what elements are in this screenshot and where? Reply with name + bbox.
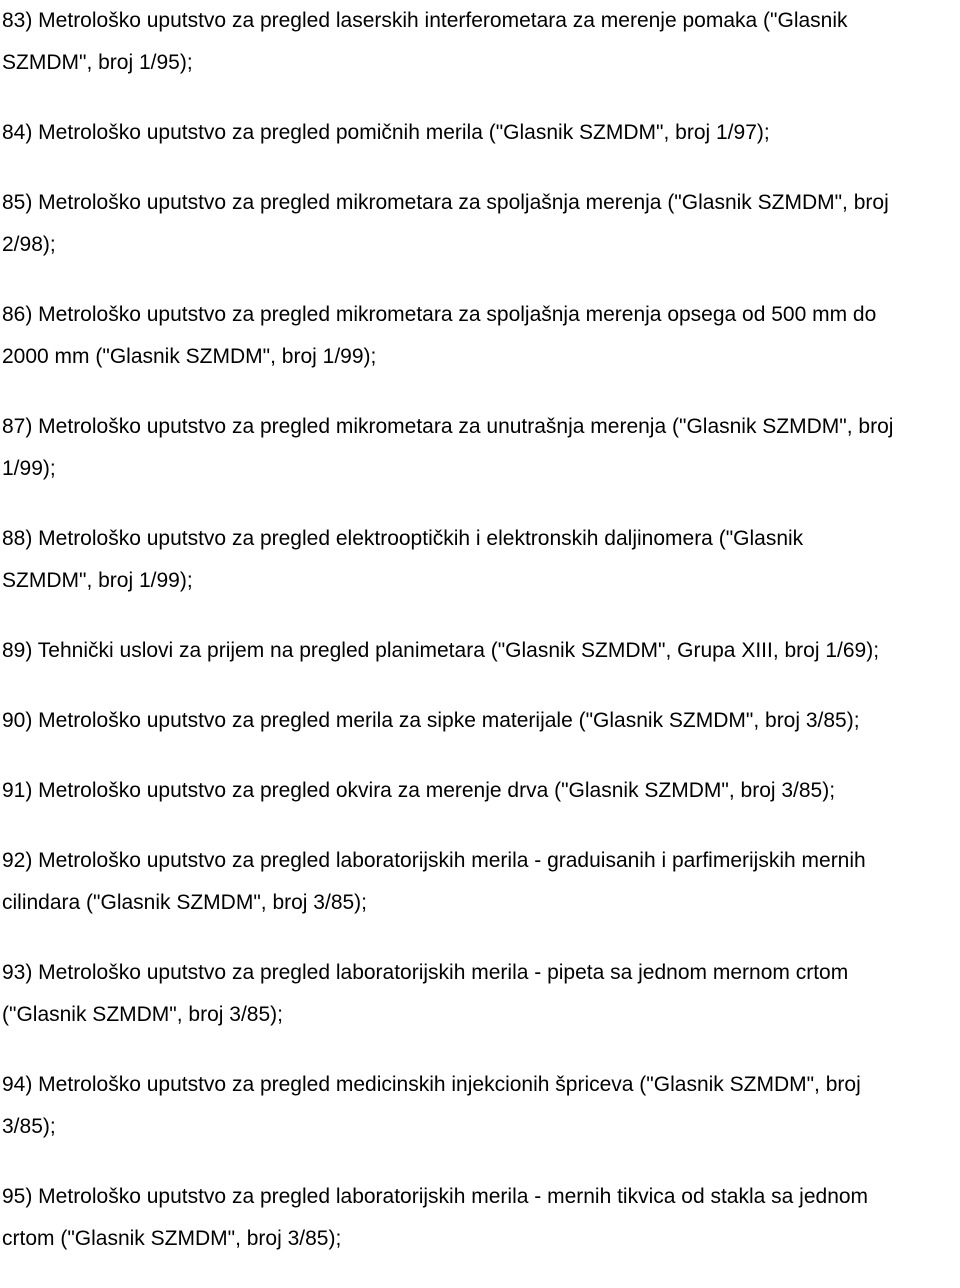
list-item-86 xyxy=(2,294,958,378)
item-line: 1/99); xyxy=(2,457,56,480)
item-line: 94) Metrološko uputstvo za pregled medicinskih injekcionih špriceva ("Glasnik SZMDM", broj xyxy=(2,1073,861,1096)
item-line: SZMDM", broj 1/95); xyxy=(2,51,193,74)
document-body xyxy=(2,0,958,1288)
list-item-85 xyxy=(2,182,958,266)
list-item-87 xyxy=(2,406,958,490)
item-line: 91) Metrološko uputstvo za pregled okvira za merenje drva ("Glasnik SZMDM", broj 3/85); xyxy=(2,779,836,802)
item-line: 95) Metrološko uputstvo za pregled laboratorijskih merila - mernih tikvica od stakla sa jednom xyxy=(2,1185,869,1208)
list-item-84 xyxy=(2,112,958,154)
list-item-93 xyxy=(2,952,958,1036)
item-line: 2/98); xyxy=(2,233,56,256)
item-line: 93) Metrološko uputstvo za pregled laboratorijskih merila - pipeta sa jednom mernom crtom xyxy=(2,961,849,984)
item-line: crtom ("Glasnik SZMDM", broj 3/85); xyxy=(2,1227,342,1250)
item-line: ("Glasnik SZMDM", broj 3/85); xyxy=(2,1003,283,1026)
list-item-95 xyxy=(2,1176,958,1260)
item-line: 90) Metrološko uputstvo za pregled merila za sipke materijale ("Glasnik SZMDM", broj 3/85); xyxy=(2,709,860,732)
item-line: SZMDM", broj 1/99); xyxy=(2,569,193,592)
item-line: cilindara ("Glasnik SZMDM", broj 3/85); xyxy=(2,891,368,914)
list-item-89 xyxy=(2,630,958,672)
item-line: 88) Metrološko uputstvo za pregled elektrooptičkih i elektronskih daljinomera ("Glasnik xyxy=(2,527,804,550)
list-item-83 xyxy=(2,0,958,84)
item-line: 87) Metrološko uputstvo za pregled mikrometara za unutrašnja merenja ("Glasnik SZMDM", broj xyxy=(2,415,894,438)
item-line: 92) Metrološko uputstvo za pregled laboratorijskih merila - graduisanih i parfimerijskih mernih xyxy=(2,849,866,872)
item-line: 84) Metrološko uputstvo za pregled pomičnih merila ("Glasnik SZMDM", broj 1/97); xyxy=(2,121,770,144)
item-line: 83) Metrološko uputstvo za pregled laserskih interferometara za merenje pomaka ("Glasnik xyxy=(2,9,848,32)
list-item-91 xyxy=(2,770,958,812)
list-item-94 xyxy=(2,1064,958,1148)
list-item-90 xyxy=(2,700,958,742)
item-line: 3/85); xyxy=(2,1115,56,1138)
item-line: 85) Metrološko uputstvo za pregled mikrometara za spoljašnja merenja ("Glasnik SZMDM", broj xyxy=(2,191,889,214)
list-item-88 xyxy=(2,518,958,602)
item-line: 86) Metrološko uputstvo za pregled mikrometara za spoljašnja merenja opsega od 500 mm do xyxy=(2,303,877,326)
item-line: 2000 mm ("Glasnik SZMDM", broj 1/99); xyxy=(2,345,377,368)
item-line: 89) Tehnički uslovi za prijem na pregled planimetara ("Glasnik SZMDM", Grupa XIII, broj 1/69); xyxy=(2,639,880,662)
list-item-92 xyxy=(2,840,958,924)
